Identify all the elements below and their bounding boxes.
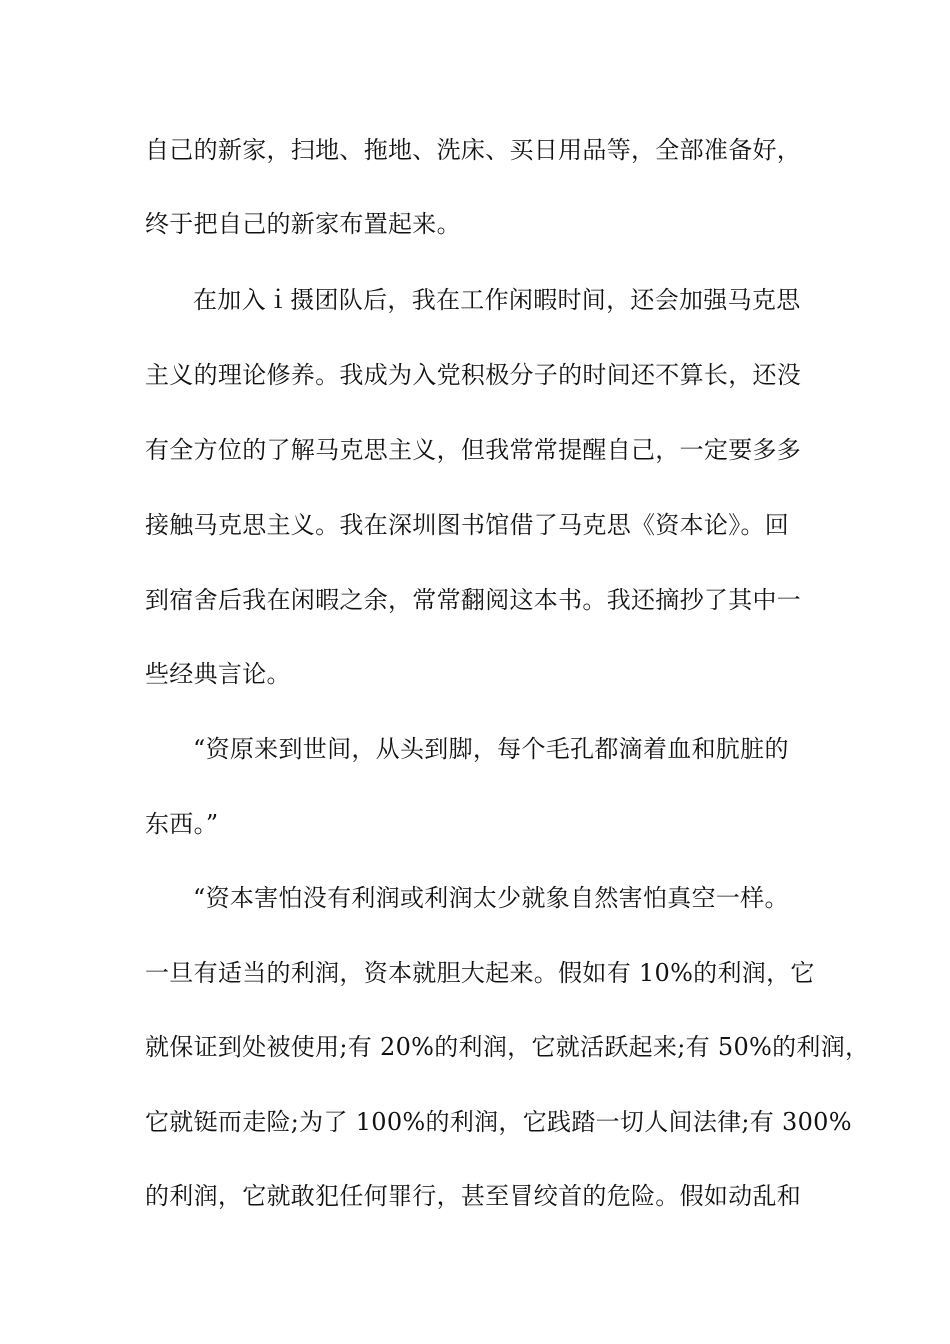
- text-line: 它就铤而走险;为了 100%的利润，它践踏一切人间法律;有 300%: [145, 1108, 852, 1136]
- text-line: 终于把自己的新家布置起来。: [145, 210, 461, 238]
- text-line: 一旦有适当的利润，资本就胆大起来。假如有 10%的利润，它: [145, 959, 815, 987]
- text-line: 的利润，它就敢犯任何罪行，甚至冒绞首的危险。假如动乱和: [145, 1182, 802, 1210]
- text-line: 有全方位的了解马克思主义，但我常常提醒自己，一定要多多: [145, 436, 802, 464]
- text-line: 自己的新家，扫地、拖地、洗床、买日用品等，全部准备好，: [145, 136, 802, 164]
- text-line: 接触马克思主义。我在深圳图书馆借了马克思《资本论》。回: [145, 511, 790, 539]
- text-line: 东西。”: [145, 810, 219, 838]
- quote-start-line: “资本害怕没有利润或利润太少就象自然害怕真空一样。: [193, 884, 789, 912]
- text-line: 些经典言论。: [145, 660, 291, 688]
- text-line: 主义的理论修养。我成为入党积极分子的时间还不算长，还没: [145, 361, 802, 389]
- quote-start-line: “资原来到世间，从头到脚，每个毛孔都滴着血和肮脏的: [193, 735, 789, 763]
- text-line: 就保证到处被使用;有 20%的利润，它就活跃起来;有 50%的利润，: [145, 1033, 870, 1061]
- paragraph-start-line: 在加入ｉ摄团队后，我在工作闲暇时间，还会加强马克思: [193, 286, 801, 314]
- text-line: 到宿舍后我在闲暇之余，常常翻阅这本书。我还摘抄了其中一: [145, 586, 802, 614]
